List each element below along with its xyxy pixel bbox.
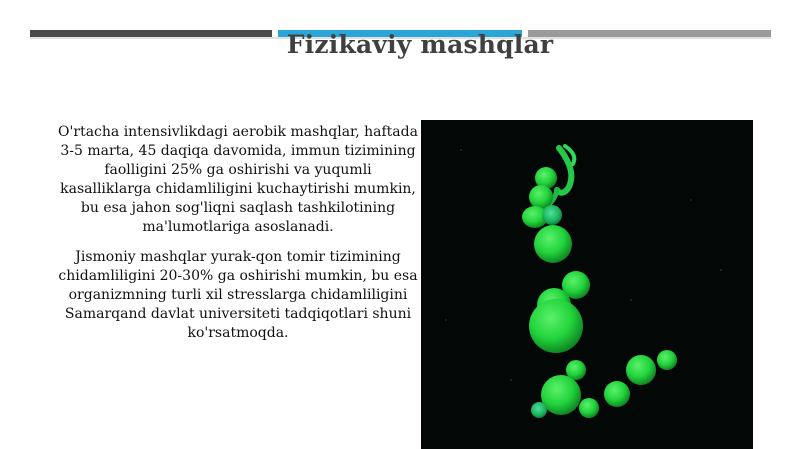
green-ink-drops-illustration	[421, 120, 753, 449]
slide-title: Fizikaviy mashqlar	[286, 30, 554, 59]
body-paragraph-2: Jismoniy mashqlar yurak-qon tomir tizimining chidamliligini 20-30% ga oshirishi mumkin, bu esa organizmning turli xil stresslarga chidamliligini Samarqand davlat universiteti tadqiqotlari shuni ko'rsatmoqda.	[58, 249, 418, 341]
green-ink-in-water-image	[421, 120, 753, 449]
body-paragraph-1: O'rtacha intensivlikdagi aerobik mashqlar, haftada 3-5 marta, 45 daqiqa davomida, immun tizimining faolligini 25% ga oshirishi va yuqumli kasalliklarga chidamliligini kuchaytirishi mumkin, bu esa jahon sog'liqni saqlash tashkilotining ma'lumotlariga asoslanadi.	[58, 124, 418, 235]
